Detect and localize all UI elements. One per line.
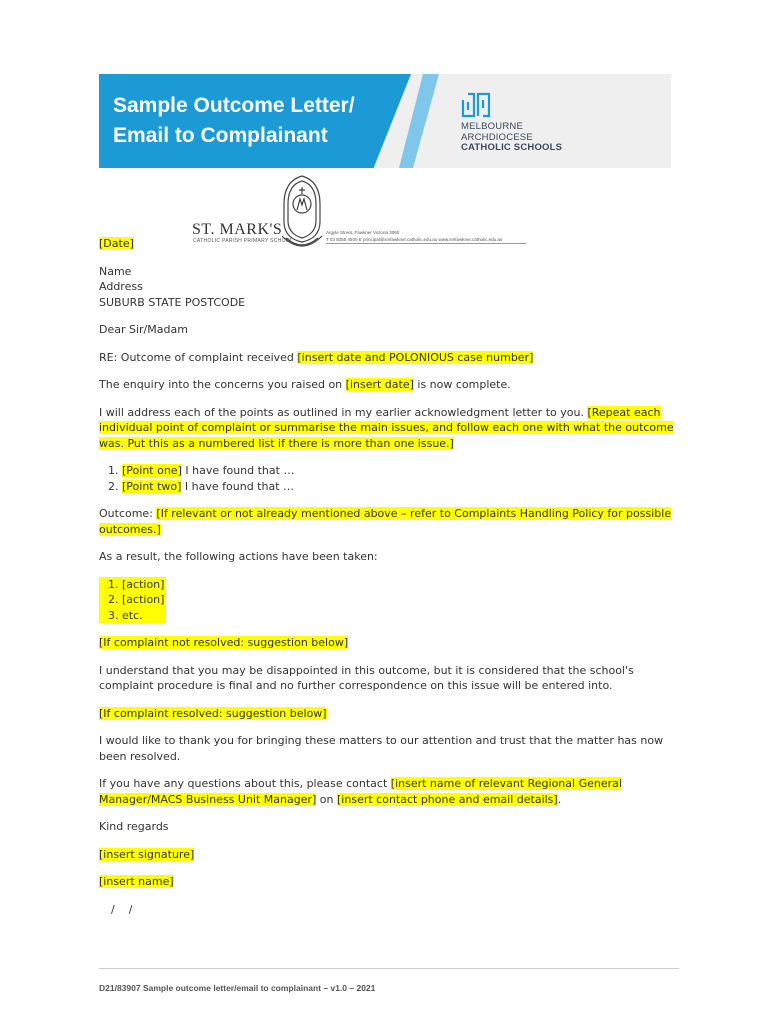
closing: Kind regards xyxy=(99,820,169,833)
address-points-paragraph: I will address each of the points as outlined in my earlier acknowledgment letter to you. [Repeat each individual point of complaint or summarise the main issues, and follow each one with what the outcome was. Put this as a numbered list if there is more than one issue.] xyxy=(99,405,674,450)
list-item: 2. [Point two] I have found that … xyxy=(122,479,679,495)
title-line-1: Sample Outcome Letter/ xyxy=(113,94,355,117)
recipient-block xyxy=(99,264,679,311)
disappointed-paragraph: I understand that you may be disappointed in this outcome, but it is considered that the school's complaint procedure is final and no further correspondence on this issue will be entered into. xyxy=(99,663,634,692)
letter-body xyxy=(99,236,679,929)
macs-logo-icon xyxy=(461,90,491,118)
outcome-paragraph: Outcome: [If relevant or not already mentioned above – refer to Complaints Handling Policy for possible outcomes.] xyxy=(99,507,672,536)
points-list xyxy=(99,463,679,494)
recipient-address: Address xyxy=(99,280,143,293)
actions-list xyxy=(99,577,166,624)
org-line-1: MELBOURNE xyxy=(461,121,523,132)
org-line-3: CATHOLIC SCHOOLS xyxy=(461,142,563,153)
signature-line: [insert signature] xyxy=(99,847,195,861)
actions-intro: As a result, the following actions have been taken: xyxy=(99,550,378,563)
date-blank: / / xyxy=(111,902,133,916)
document-title xyxy=(113,91,413,151)
contact-paragraph: If you have any questions about this, please contact [insert name of relevant Regional General Manager/MACS Business Unit Manager] on [insert contact phone and email details]. xyxy=(99,777,622,806)
org-line-2: ARCHDIOCESE xyxy=(461,131,533,143)
list-item: 3. etc. xyxy=(122,608,164,624)
re-line: RE: Outcome of complaint received [insert date and POLONIOUS case number] xyxy=(99,350,534,364)
macs-wordmark xyxy=(461,122,562,154)
recipient-suburb: SUBURB STATE POSTCODE xyxy=(99,295,246,309)
name-line: [insert name] xyxy=(99,875,174,888)
school-address-line-2: T 03 9355 4500 E principal@smfawkner.catholic.edu.au www.smfawkner.catholic.edu.au xyxy=(326,237,503,242)
header-banner xyxy=(99,74,671,168)
not-resolved-note: [If complaint not resolved: suggestion below] xyxy=(99,636,349,649)
salutation: Dear Sir/Madam xyxy=(99,323,188,336)
recipient-name: Name xyxy=(99,264,132,278)
school-subtitle: CATHOLIC PARISH PRIMARY SCHOOL xyxy=(193,238,294,244)
title-line-2: Email to Complainant xyxy=(113,124,328,147)
footer-reference: D21/83907 Sample outcome letter/email to complainant – v1.0 – 2021 xyxy=(99,983,376,993)
list-item: 1. [action] xyxy=(122,577,164,593)
school-name: ST. MARK'S xyxy=(192,221,283,238)
list-item: 1. [Point one] I have found that … xyxy=(122,463,679,479)
list-item: 2. [action] xyxy=(122,592,164,608)
resolved-note: [If complaint resolved: suggestion below] xyxy=(99,706,327,720)
footer-divider xyxy=(99,968,679,969)
school-address-line-1: Argyle Street, Fawkner Victoria 3060 xyxy=(326,230,400,235)
enquiry-paragraph: The enquiry into the concerns you raised on [insert date] is now complete. xyxy=(99,378,511,391)
date-line: [Date] xyxy=(99,237,134,250)
thanks-paragraph: I would like to thank you for bringing these matters to our attention and trust that the matter has now been resolved. xyxy=(99,734,664,763)
